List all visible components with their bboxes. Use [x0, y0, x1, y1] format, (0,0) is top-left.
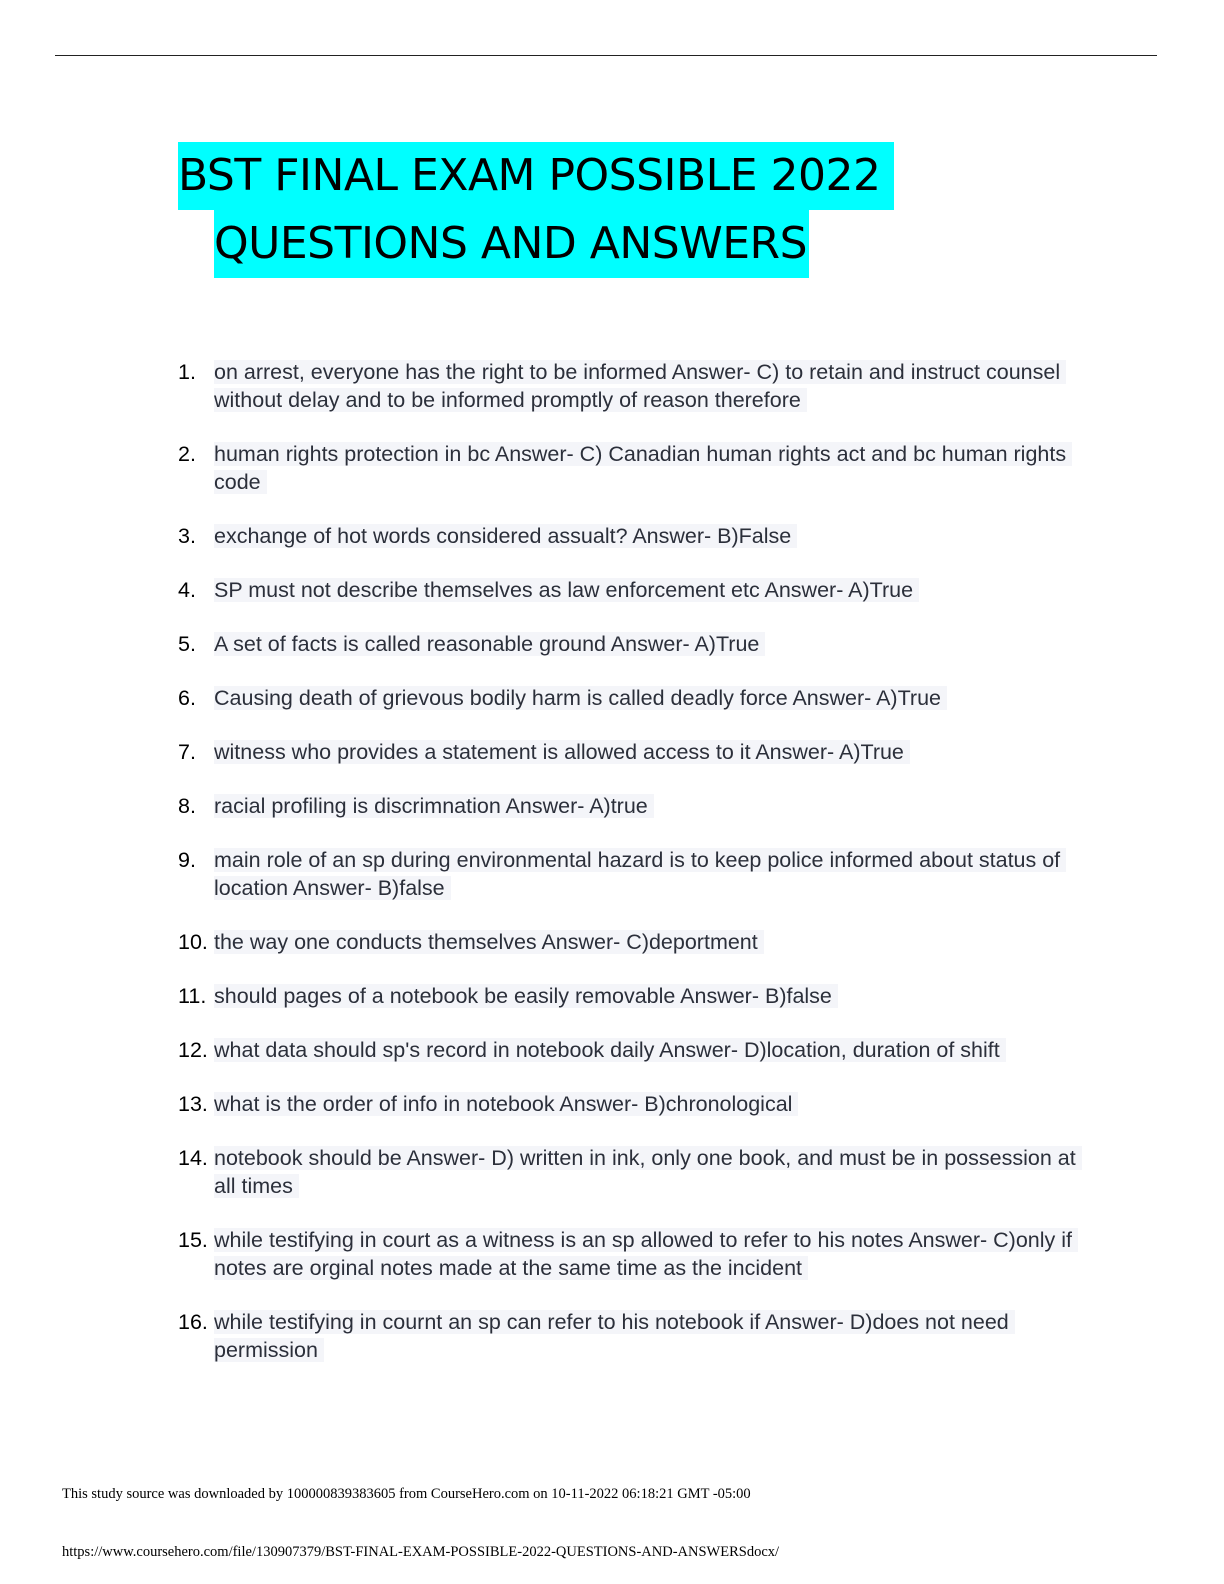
document-title [178, 142, 894, 278]
list-item [178, 982, 1078, 1010]
item-number: 7. [178, 740, 196, 764]
list-item [178, 440, 1078, 496]
list-item [178, 358, 1078, 414]
item-number: 11. [178, 984, 207, 1008]
item-text: the way one conducts themselves Answer- C)deportment [214, 930, 764, 954]
title-line-1: BST FINAL EXAM POSSIBLE 2022 [178, 142, 894, 210]
item-text: SP must not describe themselves as law enforcement etc Answer- A)True [214, 578, 919, 602]
list-item [178, 684, 1078, 712]
list-item [178, 576, 1078, 604]
item-text: notebook should be Answer- D) written in ink, only one book, and must be in possession at all times [214, 1146, 1082, 1198]
item-number: 10. [178, 930, 208, 954]
item-text: main role of an sp during environmental hazard is to keep police informed about status of location Answer- B)false [214, 848, 1066, 900]
item-number: 13. [178, 1092, 208, 1116]
item-text: witness who provides a statement is allowed access to it Answer- A)True [214, 740, 910, 764]
header-rule [55, 55, 1157, 56]
item-number: 15. [178, 1228, 208, 1252]
item-number: 9. [178, 848, 196, 872]
question-list [178, 358, 1078, 1364]
item-number: 4. [178, 578, 196, 602]
list-item [178, 928, 1078, 956]
item-number: 2. [178, 442, 196, 466]
list-item [178, 846, 1078, 902]
item-text: exchange of hot words considered assualt? Answer- B)False [214, 524, 797, 548]
item-number: 14. [178, 1146, 208, 1170]
title-line-2: QUESTIONS AND ANSWERS [214, 210, 809, 278]
item-number: 12. [178, 1038, 208, 1062]
list-item [178, 1036, 1078, 1064]
item-text: on arrest, everyone has the right to be informed Answer- C) to retain and instruct counsel without delay and to be informed promptly of reason therefore [214, 360, 1066, 412]
list-item [178, 1308, 1078, 1364]
list-item [178, 1090, 1078, 1118]
item-number: 5. [178, 632, 196, 656]
item-text: Causing death of grievous bodily harm is called deadly force Answer- A)True [214, 686, 947, 710]
list-item [178, 792, 1078, 820]
item-number: 1. [178, 360, 196, 384]
item-text: what is the order of info in notebook Answer- B)chronological [214, 1092, 798, 1116]
download-notice: This study source was downloaded by 100000839383605 from CourseHero.com on 10-11-2022 06:18:21 GMT -05:00 [62, 1486, 751, 1502]
item-text: what data should sp's record in notebook daily Answer- D)location, duration of shift [214, 1038, 1006, 1062]
list-item [178, 738, 1078, 766]
item-text: while testifying in court as a witness is an sp allowed to refer to his notes Answer- C)only if notes are orginal notes made at the same time as the incident [214, 1228, 1078, 1280]
item-text: racial profiling is discrimnation Answer- A)true [214, 794, 654, 818]
list-item [178, 1144, 1078, 1200]
source-url: https://www.coursehero.com/file/130907379/BST-FINAL-EXAM-POSSIBLE-2022-QUESTIONS-AND-ANSWERSdocx/ [62, 1544, 780, 1560]
item-number: 8. [178, 794, 196, 818]
item-number: 16. [178, 1310, 208, 1334]
list-item [178, 630, 1078, 658]
item-number: 3. [178, 524, 196, 548]
list-item [178, 1226, 1078, 1282]
item-text: human rights protection in bc Answer- C) Canadian human rights act and bc human rights code [214, 442, 1072, 494]
list-item [178, 522, 1078, 550]
item-text: while testifying in cournt an sp can refer to his notebook if Answer- D)does not need permission [214, 1310, 1015, 1362]
item-number: 6. [178, 686, 196, 710]
item-text: should pages of a notebook be easily removable Answer- B)false [214, 984, 838, 1008]
item-text: A set of facts is called reasonable ground Answer- A)True [214, 632, 765, 656]
